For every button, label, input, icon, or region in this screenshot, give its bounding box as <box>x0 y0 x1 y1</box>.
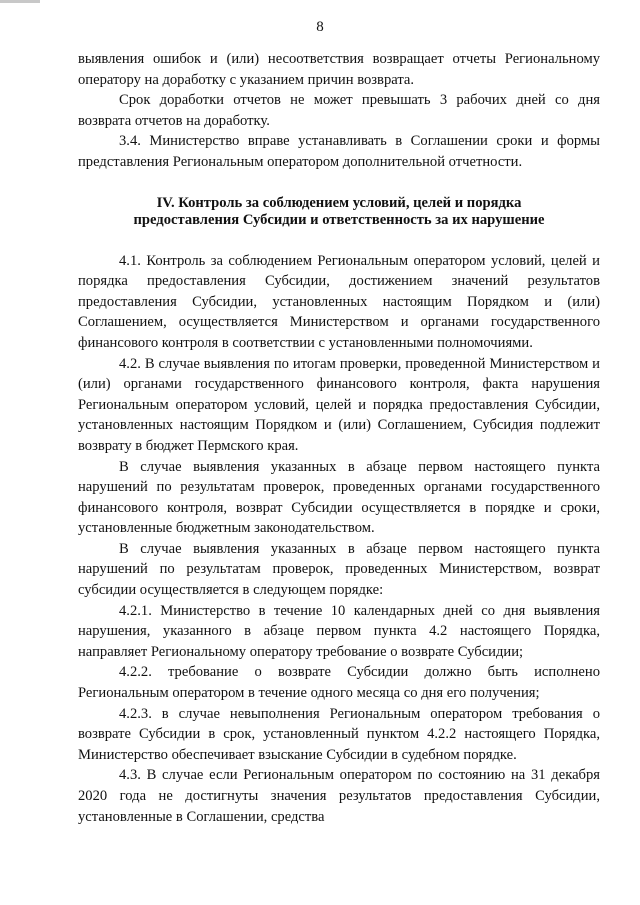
paragraph-4-2-2: 4.2.2. требование о возврате Субсидии должно быть исполнено Региональным оператором в течение одного месяца со дня его получения; <box>78 664 600 702</box>
section-heading-line-2: предоставления Субсидии и ответственность за их нарушение <box>133 211 545 228</box>
paragraph-3-4: 3.4. Министерство вправе устанавливать в Соглашении сроки и формы представления Региональным оператором дополнительной отчетности. <box>78 133 600 170</box>
paragraph-4-2-1: 4.2.1. Министерство в течение 10 календарных дней со дня выявления нарушения, указанного в абзаце первом пункта 4.2 настоящего Порядка, направляет Региональному оператору требование о возврате Субсидии; <box>78 602 600 660</box>
paragraph-deadline: Срок доработки отчетов не может превышать 3 рабочих дней со дня возврата отчетов на доработку. <box>78 92 600 129</box>
paragraph-4-2-ministry: В случае выявления указанных в абзаце первом настоящего пункта нарушений по результатам проверок, проведенных Министерством, возврат субсидии осуществляется в следующем порядке: <box>78 540 600 599</box>
section-heading-line-1: IV. Контроль за соблюдением условий, целей и порядка <box>156 194 522 211</box>
paragraph-4-2-gfk: В случае выявления указанных в абзаце первом настоящего пункта нарушений по результатам проверок, проведенных органами государственного финансового контроля, возврат Субсидии осуществляется в порядке и сроки, установленные бюджетным законодательством. <box>78 458 600 537</box>
paragraph-4-3: 4.3. В случае если Региональным оператором по состоянию на 31 декабря 2020 года не достигнуты значения результатов предоставления Субсидии, установленные в Соглашении, средства <box>78 767 600 825</box>
section-heading <box>78 195 600 229</box>
paragraph-4-2: 4.2. В случае выявления по итогам проверки, проведенной Министерством и (или) органами государственного финансового контроля, факта нарушения Региональным оператором условий, целей и порядка предоставления Субсидии, установленных настоящим Порядком и (или) Соглашением, Субсидия подлежит возврату в бюджет Пермского края. <box>78 355 600 454</box>
page-number: 8 <box>316 19 324 35</box>
document-body <box>78 49 600 827</box>
paragraph-4-2-3: 4.2.3. в случае невыполнения Региональным оператором требования о возврате Субсидии в срок, установленный пунктом 4.2.2 настоящего Порядка, Министерство обеспечивает взыскание Субсидии в судебном порядке. <box>78 705 600 763</box>
scan-edge-mark <box>0 0 40 3</box>
paragraph-continuation: выявления ошибок и (или) несоответствия возвращает отчеты Региональному оператору на доработку с указанием причин возврата. <box>78 51 600 88</box>
paragraph-4-1: 4.1. Контроль за соблюдением Региональным оператором условий, целей и порядка предоставления Субсидии, достижением значений результатов предоставления Субсидии, установленных настоящим Порядком и (или) Соглашением, осуществляется Министерством и органами государственного финансового контроля в соответствии с установленными полномочиями. <box>78 252 600 351</box>
